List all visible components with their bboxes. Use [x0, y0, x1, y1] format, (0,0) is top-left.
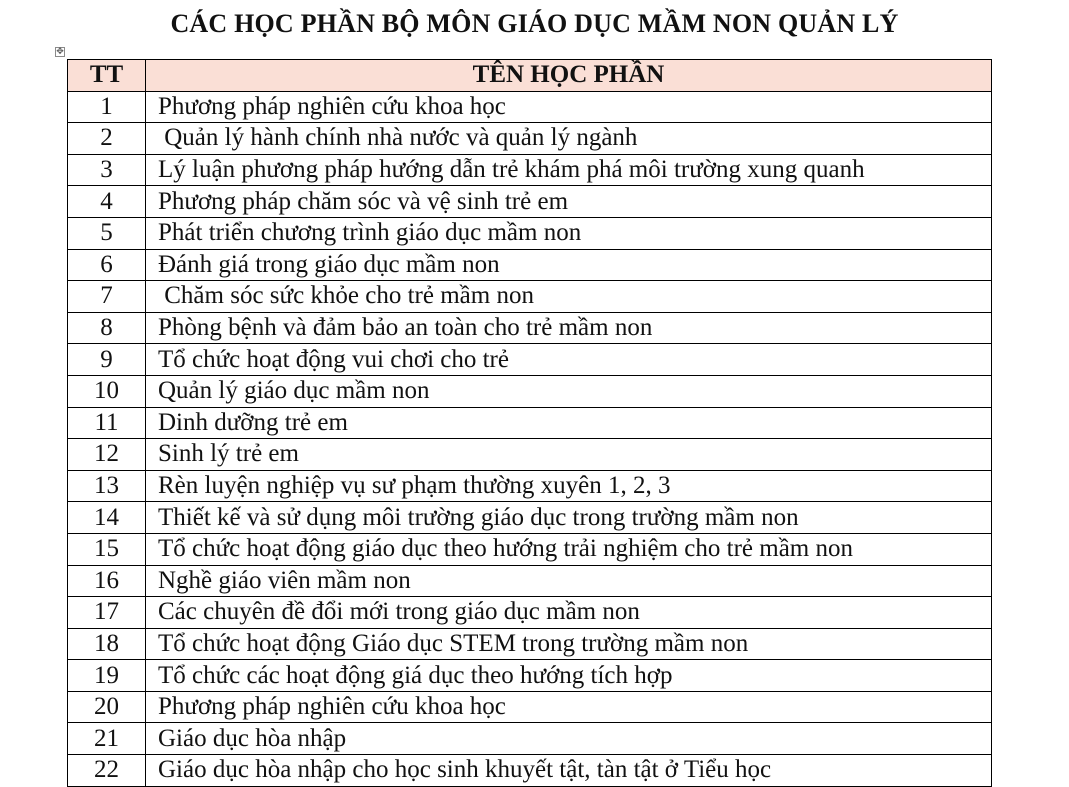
- course-name: Quản lý giáo dục mầm non: [146, 375, 992, 407]
- course-name: Phương pháp chăm sóc và vệ sinh trẻ em: [146, 186, 992, 218]
- row-number: 19: [68, 660, 146, 692]
- table-row: [68, 565, 992, 597]
- table-row: [68, 281, 992, 313]
- page-title: CÁC HỌC PHẦN BỘ MÔN GIÁO DỤC MẦM NON QUẢN LÝ: [170, 9, 899, 38]
- row-number: 16: [68, 565, 146, 597]
- table-row: [68, 217, 992, 249]
- course-name: Tổ chức hoạt động giáo dục theo hướng trải nghiệm cho trẻ mầm non: [146, 533, 992, 565]
- course-name: Tổ chức các hoạt động giá dục theo hướng tích hợp: [146, 660, 992, 692]
- column-header-tt: TT: [68, 60, 146, 92]
- row-number: 13: [68, 470, 146, 502]
- course-name: Thiết kế và sử dụng môi trường giáo dục trong trường mầm non: [146, 502, 992, 534]
- table-row: [68, 723, 992, 755]
- row-number: 18: [68, 628, 146, 660]
- row-number: 11: [68, 407, 146, 439]
- row-number: 9: [68, 344, 146, 376]
- course-name: Tổ chức hoạt động vui chơi cho trẻ: [146, 344, 992, 376]
- course-name: Giáo dục hòa nhập cho học sinh khuyết tật, tàn tật ở Tiểu học: [146, 755, 992, 787]
- table-row: [68, 312, 992, 344]
- course-name: Đánh giá trong giáo dục mầm non: [146, 249, 992, 281]
- course-name: Giáo dục hòa nhập: [146, 723, 992, 755]
- course-name: Phát triển chương trình giáo dục mầm non: [146, 217, 992, 249]
- course-name: Dinh dưỡng trẻ em: [146, 407, 992, 439]
- row-number: 21: [68, 723, 146, 755]
- course-name: Lý luận phương pháp hướng dẫn trẻ khám phá môi trường xung quanh: [146, 154, 992, 186]
- table-row: [68, 597, 992, 629]
- row-number: 20: [68, 691, 146, 723]
- row-number: 4: [68, 186, 146, 218]
- row-number: 17: [68, 597, 146, 629]
- table-header-row: [68, 60, 992, 92]
- course-name: Phương pháp nghiên cứu khoa học: [146, 91, 992, 123]
- course-name: Phòng bệnh và đảm bảo an toàn cho trẻ mầm non: [146, 312, 992, 344]
- course-name: Rèn luyện nghiệp vụ sư phạm thường xuyên 1, 2, 3: [146, 470, 992, 502]
- table-row: [68, 755, 992, 787]
- table-row: [68, 123, 992, 155]
- row-number: 12: [68, 439, 146, 471]
- row-number: 6: [68, 249, 146, 281]
- table-row: [68, 154, 992, 186]
- table-row: [68, 502, 992, 534]
- course-name: Nghề giáo viên mầm non: [146, 565, 992, 597]
- course-table: [67, 59, 992, 787]
- row-number: 1: [68, 91, 146, 123]
- table-row: [68, 628, 992, 660]
- move-handle-icon[interactable]: ✥: [56, 47, 64, 57]
- course-name: Tổ chức hoạt động Giáo dục STEM trong trường mầm non: [146, 628, 992, 660]
- table-row: [68, 660, 992, 692]
- row-number: 8: [68, 312, 146, 344]
- course-name: Quản lý hành chính nhà nước và quản lý ngành: [146, 123, 992, 155]
- row-number: 22: [68, 755, 146, 787]
- course-name: Chăm sóc sức khỏe cho trẻ mầm non: [146, 281, 992, 313]
- row-number: 3: [68, 154, 146, 186]
- course-name: Phương pháp nghiên cứu khoa học: [146, 691, 992, 723]
- column-header-course-name: TÊN HỌC PHẦN: [146, 60, 992, 92]
- course-name: Sinh lý trẻ em: [146, 439, 992, 471]
- row-number: 14: [68, 502, 146, 534]
- table-row: [68, 407, 992, 439]
- table-header: [68, 60, 992, 92]
- table-body: [68, 91, 992, 786]
- table-row: [68, 439, 992, 471]
- row-number: 15: [68, 533, 146, 565]
- table-row: [68, 375, 992, 407]
- row-number: 7: [68, 281, 146, 313]
- table-row: [68, 691, 992, 723]
- table-row: [68, 91, 992, 123]
- row-number: 2: [68, 123, 146, 155]
- course-name: Các chuyên đề đổi mới trong giáo dục mầm non: [146, 597, 992, 629]
- table-row: [68, 186, 992, 218]
- row-number: 10: [68, 375, 146, 407]
- table-row: [68, 249, 992, 281]
- row-number: 5: [68, 217, 146, 249]
- table-row: [68, 344, 992, 376]
- table-row: [68, 533, 992, 565]
- table-row: [68, 470, 992, 502]
